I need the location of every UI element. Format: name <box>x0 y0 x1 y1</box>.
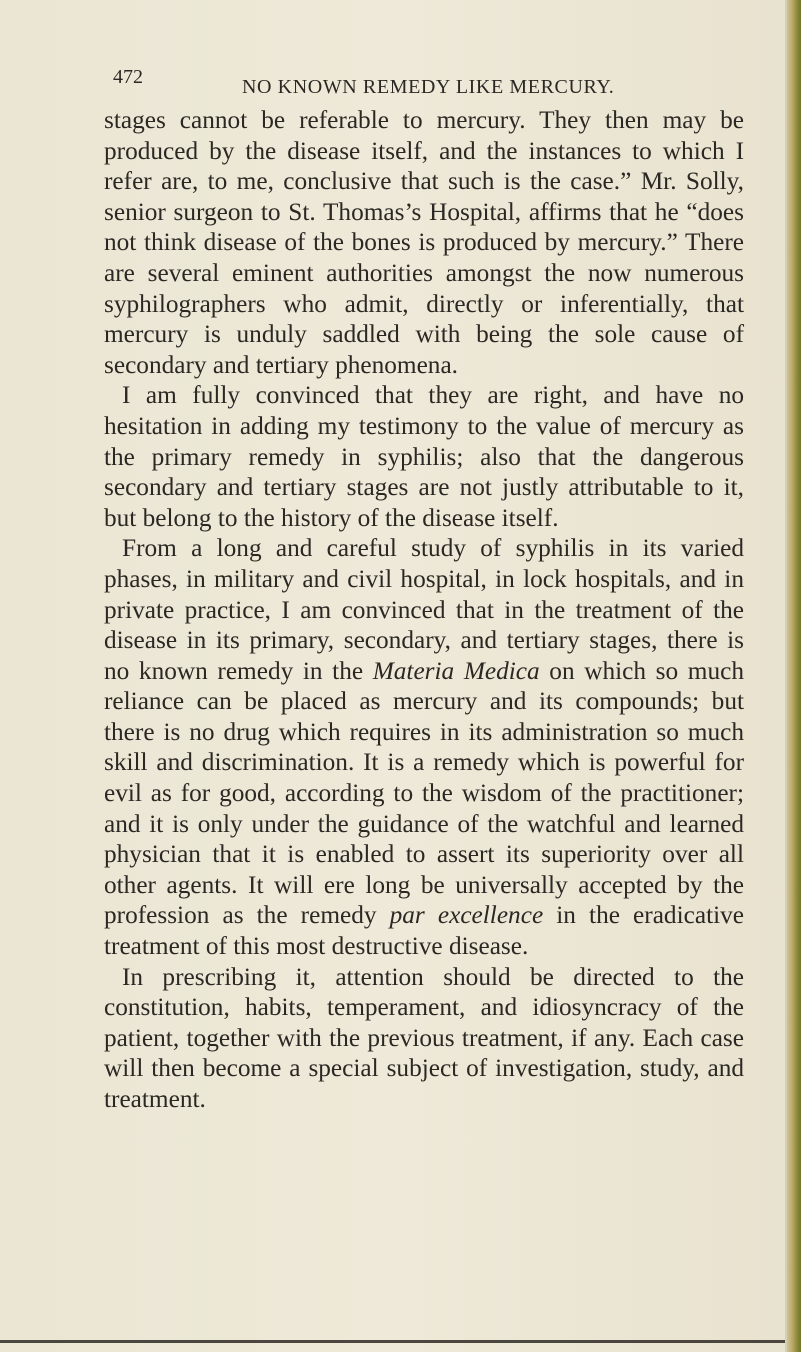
paragraph-text: on which so much reliance can be placed as mercury and its compounds; but there is no drug which requires in its administration so much skill and discrimination. It is a remedy which is powerful for evil as for good, according to the wisdom of the practitioner; and it is only under the guidance of the watchful and learned physician that it is enabled to assert its superiority over all other agents. It will ere long be universally accepted by the profession as the remedy <box>104 656 744 930</box>
paragraph <box>104 962 744 1115</box>
running-title: NO KNOWN REMEDY LIKE MERCURY. <box>242 76 615 98</box>
paragraph <box>104 533 744 961</box>
italic-term-materia-medica: Materia Medica <box>372 656 540 685</box>
paragraph-text: in the eradicative treatment of this most destructive disease. <box>104 901 744 961</box>
paragraph-text: In prescribing it, attention should be directed to the constitution, habits, temperament, and idiosyncracy of the patient, together with the previous treatment, if any. Each case will then become a special subject of investigation, study, and treatment. <box>104 962 744 1113</box>
paragraph-text: From a long and careful study of syphilis in its varied phases, in military and civil hospital, in lock hospitals, and in private practice, I am convinced that in the treatment of the disease in its primary, secondary, and tertiary stages, there is no known remedy in the <box>104 534 744 685</box>
paragraph-text: I am fully convinced that they are right, and have no hesitation in adding my testimony to the value of mercury as the primary remedy in syphilis; also that the dangerous secondary and tertiary stages are not justly attributable to it, but belong to the history of the disease itself. <box>104 381 744 532</box>
paragraph <box>104 380 744 533</box>
paragraph-text: stages cannot be referable to mercury. They then may be produced by the disease itself, and the instances to which I refer are, to me, conclusive that such is the case.” Mr. Solly, senior surgeon to St. Thomas’s Hospital, affirms that he “does not think disease of the bones is produced by mercury.” There are several eminent authorities amongst the now numerous syphilographers who admit, directly or inferentially, that mercury is unduly saddled with being the sole cause of secondary and tertiary phenomena. <box>104 106 744 379</box>
book-fore-edge <box>787 0 801 1352</box>
paragraph <box>104 105 744 380</box>
page-header <box>113 66 633 106</box>
bottom-rule <box>0 1340 786 1343</box>
italic-term-par-excellence: par excellence <box>389 901 544 930</box>
page-number: 472 <box>113 66 143 88</box>
body-text <box>104 105 744 1115</box>
